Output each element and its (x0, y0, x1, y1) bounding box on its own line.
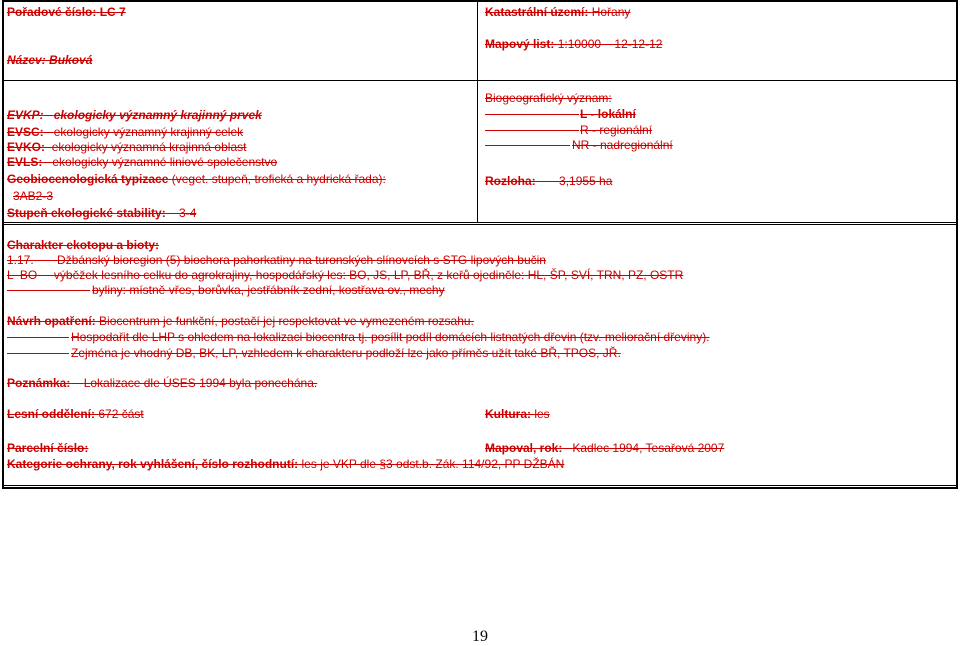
evls: EVLS: ekologicky významné liniové společenstvo (7, 155, 278, 169)
navrh-line-1: Návrh opatření: Biocentrum je funkční, postačí jej respektovat ve vymezeném rozsahu. (7, 314, 474, 328)
navrh-rule-2 (7, 353, 69, 354)
biogeo-nadregionalni: NR - nadregionální (572, 138, 673, 152)
poznamka: Poznámka: Lokalizace dle ÚSES 1994 byla ponechána. (7, 376, 318, 390)
navrh-line-2: Hospodařit dle LHP s ohledem na lokalizaci biocentra tj. posílit podíl domácích listnatých dřevin (tzv. meliorační dřeviny). (71, 330, 710, 344)
lesni-oddeleni: Lesní oddělení: 672 část (7, 407, 144, 421)
biogeo-label: Biogeografický význam: (485, 91, 612, 105)
rozloha: Rozloha: 3,1955 ha (485, 174, 613, 188)
nazev: Název: Buková (7, 53, 93, 67)
header-divider-2 (2, 222, 958, 223)
kategorie-ochrany: Kategorie ochrany, rok vyhlášení, číslo rozhodnutí: les je VKP dle §3 odst.b. Zák. 114/92, PP DŽBÁN (7, 457, 565, 471)
biogeo-rule-2 (485, 130, 579, 131)
charakter-rule (7, 290, 90, 291)
geobio-typizace: Geobiocenologická typizace (veget. stupeň, trofická a hydrická řada): (7, 172, 386, 186)
charakter-label: Charakter ekotopu a bioty: (7, 238, 160, 252)
geobio-value: 3AB2-3 (13, 189, 54, 203)
poradove-cislo: Pořadové číslo: LC 7 (7, 5, 126, 19)
inner-divider (4, 224, 956, 225)
header-divider-vertical (477, 0, 478, 222)
navrh-line-3: Zejména je vhodný DB, BK, LP, vzhledem k charakteru podloží lze jako příměs užít také BŘ, TPOS, JŘ. (71, 346, 621, 360)
katastralni-uzemi: Katastrální území: Hořany (485, 5, 631, 19)
page-number: 19 (472, 628, 488, 645)
evko: EVKO: ekologicky významná krajinná oblast (7, 140, 247, 154)
evsc: EVSC: ekologicky významný krajinný celek (7, 125, 244, 139)
biogeo-regionalni: R - regionální (580, 123, 653, 137)
biogeo-rule-3 (485, 145, 570, 146)
kultura: Kultura: les (485, 407, 550, 421)
parcelni-cislo: Parcelní číslo: (7, 441, 89, 455)
frame-bottom-inner (4, 485, 956, 486)
mapoval-rok: Mapoval, rok: Kadlec 1994, Tesařová 2007 (485, 441, 725, 455)
evkp: EVKP: ekologicky významný krajinný prvek (7, 108, 262, 122)
biogeo-rule-1 (485, 114, 579, 115)
navrh-rule-1 (7, 337, 69, 338)
mapovy-list: Mapový list: 1:10000 12-12-12 (485, 37, 663, 51)
charakter-line-2: L BO výběžek lesního celku do agrokrajiny, hospodářský les: BO, JS, LP, BŘ, z keřů ojediněle: HL, ŠP, SVÍ, TRN, PZ, OSTR (7, 268, 684, 282)
stupen-stability: Stupeň ekologické stability: 3-4 (7, 206, 197, 220)
charakter-line-1: 1.17. Džbánský bioregion (5) biochora pahorkatiny na turonských slínovcích s STG lipových bučin (7, 253, 546, 267)
charakter-line-3: byliny: místně vřes, borůvka, jestřábník zední, kostřava ov., mechy (92, 283, 445, 297)
header-divider-1 (2, 80, 958, 81)
biogeo-lokalni: L - lokální (580, 107, 636, 121)
